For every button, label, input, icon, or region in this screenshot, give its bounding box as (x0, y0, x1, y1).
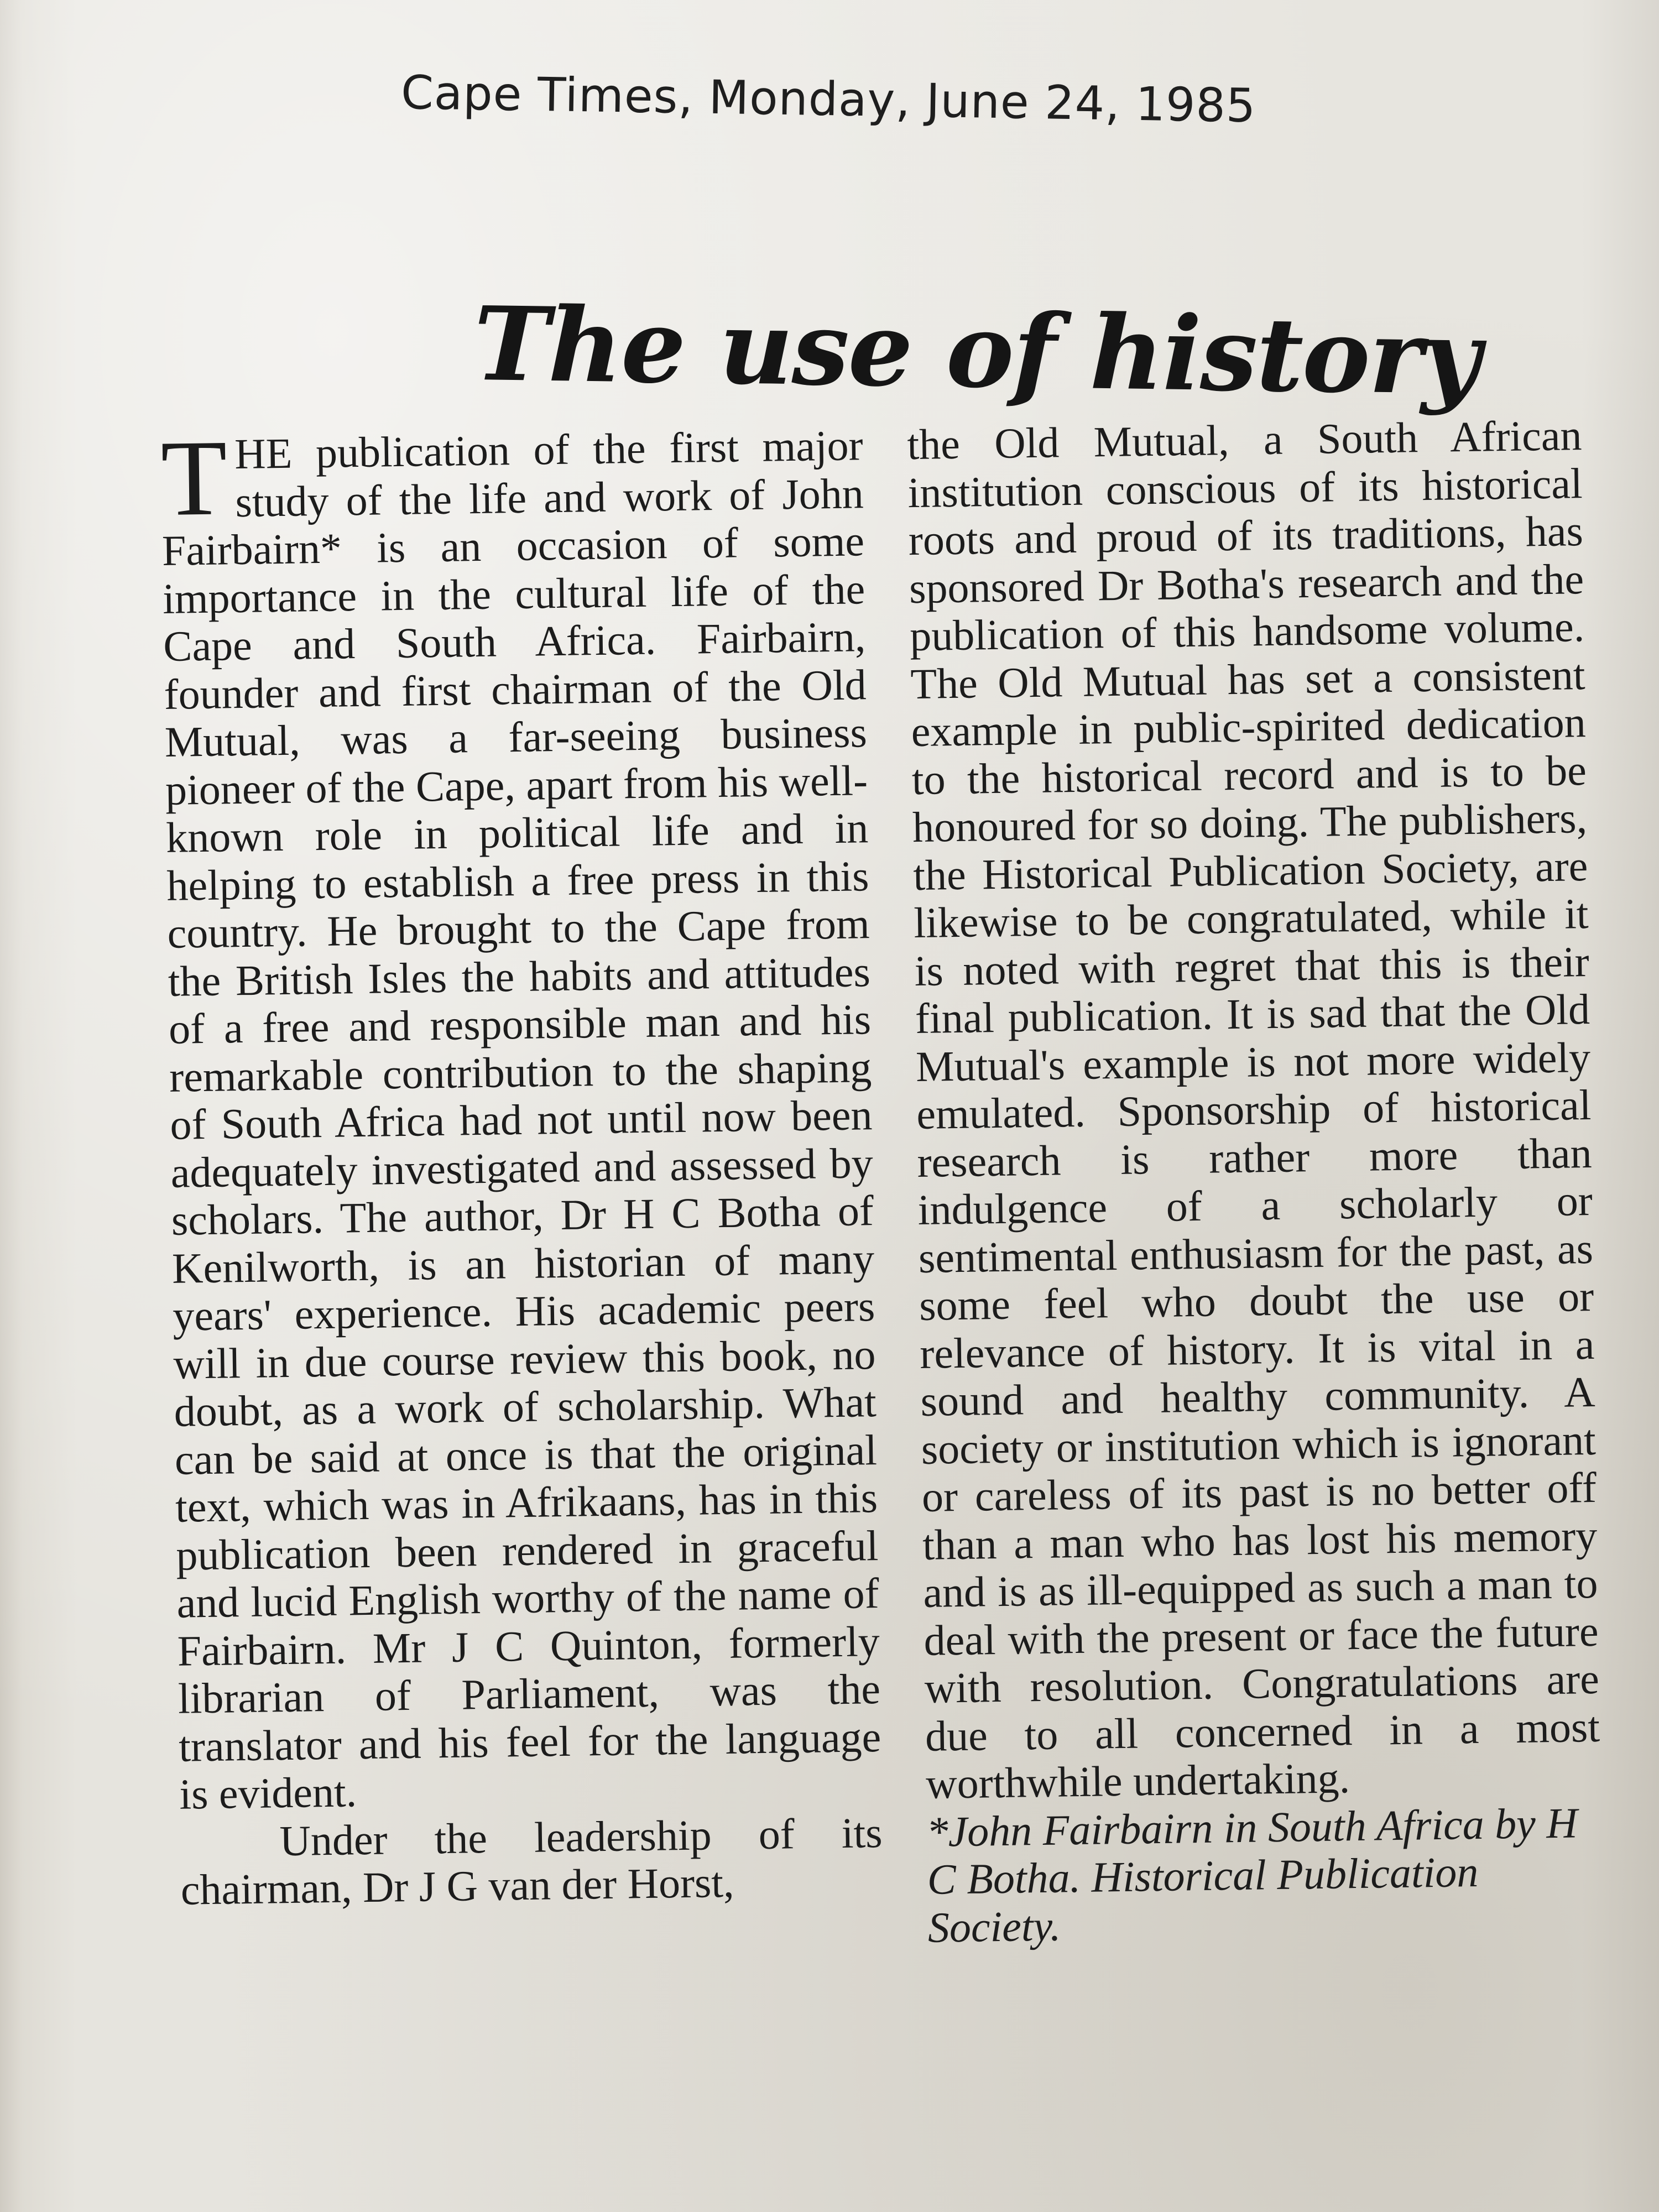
article-column-left (160, 418, 883, 1914)
dateline: Cape Times, Monday, June 24, 1985 (400, 65, 1257, 133)
article-paragraph-1 (160, 418, 882, 1818)
article-body (160, 411, 1605, 2162)
article-paragraph-2-continued: the Old Mutual, a South African institution conscious of its historical roots and proud of its traditions, has sponsored Dr Botha's research and the publication of this handsome volume. The Old Mutual has set a consistent example in public-spirited dedication to the historical record and is to be honoured for so doing. The publishers, the Historical Publication Society, are likewise to be congratulated, while it is noted with regret that this is their final publication. It is sad that the Old Mutual's example is not more widely emulated. Sponsorship of historical research is rather more than indulgence of a scholarly or sentimental enthusiasm for the past, as some feel who doubt the use or relevance of history. It is vital in a sound and healthy community. A society or institution which is ignorant or careless of its past is no better off than a man who has lost his memory and is as ill-equipped as such a man to deal with the present or face the future with resolution. Congratulations are due to all concerned in a most worthwhile undertaking. (906, 411, 1600, 1808)
drop-cap: T (160, 418, 228, 539)
article-column-right (907, 411, 1603, 1952)
paragraph-1-text: HE publication of the first major study of the life and work of John Fairbairn* is an occasion of some importance in the cultural life of the Cape and South Africa. Fairbairn, founder and first chairman of the Old Mutual, was a far-seeing business pioneer of the Cape, apart from his well-known role in political life and in helping to establish a free press in this country. He brought to the Cape from the British Isles the habits and attitudes of a free and responsible man and his remarkable contribution to the shaping of South Africa had not until now been adequately investigated and assessed by scholars. The author, Dr H C Botha of Kenilworth, is an historian of many years' experience. His academic peers will in due course review this book, no doubt, as a work of scholarship. What can be said at once is that the original text, which was in Afrikaans, has in this publication been rendered in graceful and lucid English worthy of the name of Fairbairn. Mr J C Quinton, formerly librarian of Parliament, was the translator and his feel for the language is evident. (161, 421, 881, 1818)
article-paragraph-2-start: Under the leadership of its chairman, Dr J G van der Horst, (180, 1808, 883, 1914)
headline: The use of history (473, 284, 1481, 418)
footnote: *John Fairbairn in South Africa by H C Botha. Historical Publication Society. (926, 1798, 1578, 1952)
